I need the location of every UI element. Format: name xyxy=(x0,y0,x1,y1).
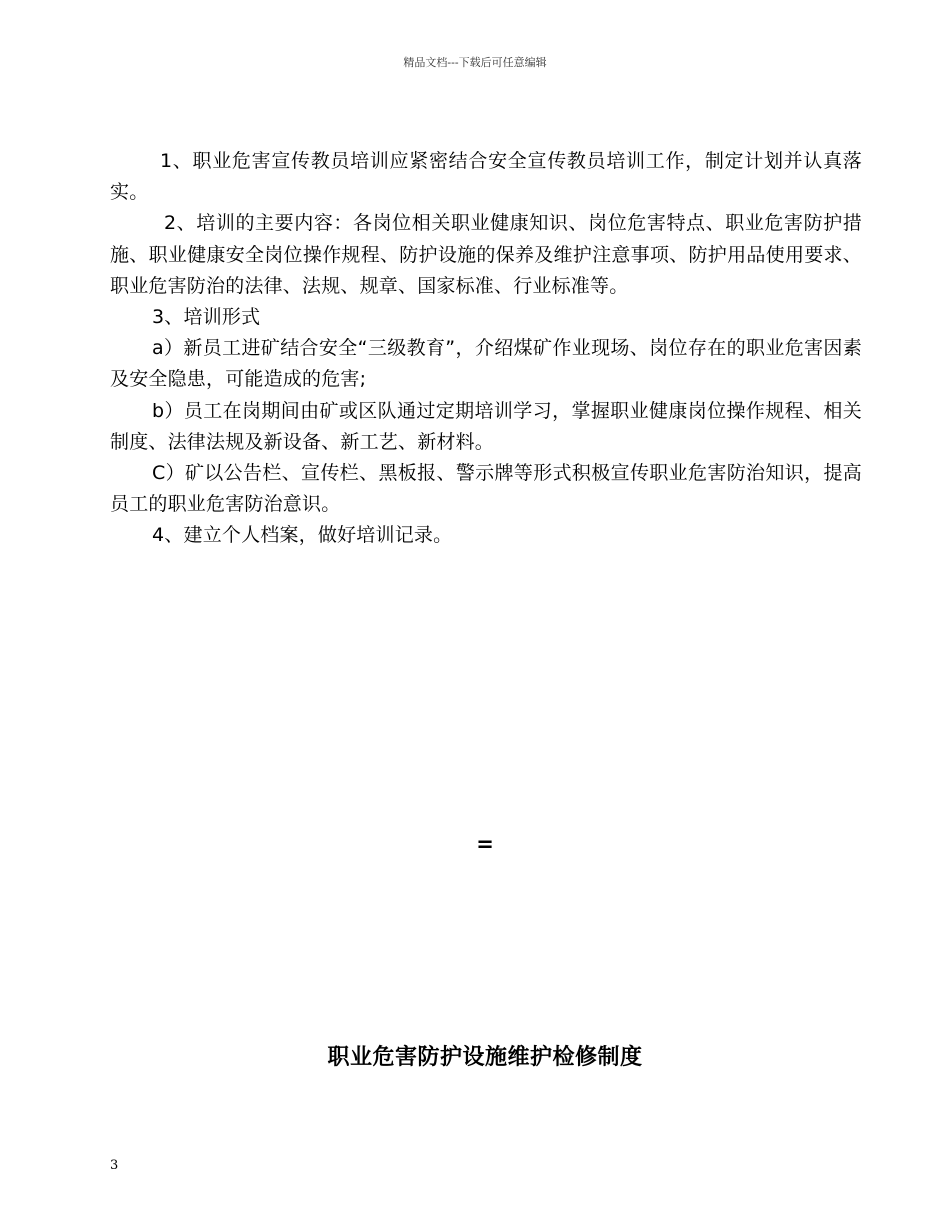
paragraph-2: 2、培训的主要内容：各岗位相关职业健康知识、岗位危害特点、职业危害防护措施、职业健康安全岗位操作规程、防护设施的保养及维护注意事项、防护用品使用要求、职业危害防治的法律、法规、规章、国家标准、行业标准等。 xyxy=(110,212,862,297)
paragraph-1: 1、职业危害宣传教员培训应紧密结合安全宣传教员培训工作，制定计划并认真落实。 xyxy=(110,150,862,204)
separator-mark: = xyxy=(476,832,494,856)
page-header: 精品文档---下载后可任意编辑 xyxy=(403,56,547,69)
paragraph-6: C）矿以公告栏、宣传栏、黑板报、警示牌等形式积极宣传职业危害防治知识，提高员工的职业危害防治意识。 xyxy=(110,462,862,516)
paragraph-7: 4、建立个人档案，做好培训记录。 xyxy=(152,524,453,547)
paragraph-5: b）员工在岗期间由矿或区队通过定期培训学习，掌握职业健康岗位操作规程、相关制度、法律法规及新设备、新工艺、新材料。 xyxy=(110,399,862,453)
document-body xyxy=(110,146,862,552)
page-number: 3 xyxy=(110,1158,119,1173)
section-title: 职业危害防护设施维护检修制度 xyxy=(327,1045,643,1070)
paragraph-4: a）新员工进矿结合安全“三级教育”，介绍煤矿作业现场、岗位存在的职业危害因素及安全隐患，可能造成的危害; xyxy=(110,337,862,391)
paragraph-3: 3、培训形式 xyxy=(152,306,261,329)
